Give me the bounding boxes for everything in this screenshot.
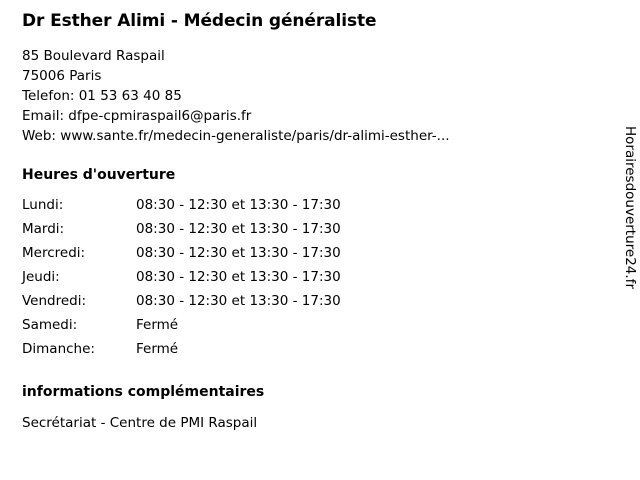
main-content: [22, 10, 592, 433]
address-street: 85 Boulevard Raspail: [22, 48, 165, 64]
table-row: [22, 220, 341, 244]
table-row: [22, 268, 341, 292]
vertical-brand-label: Horairesdouverture24.fr: [622, 126, 638, 289]
website-line: Web: www.sante.fr/medecin-generaliste/paris/dr-alimi-esther-...: [22, 128, 450, 144]
table-row: [22, 340, 341, 364]
day-hours: 08:30 - 12:30 et 13:30 - 17:30: [136, 221, 341, 237]
address-city: 75006 Paris: [22, 68, 102, 84]
additional-info-heading: informations complémentaires: [22, 384, 265, 400]
address-block: [22, 46, 592, 146]
day-label: Vendredi:: [22, 293, 87, 309]
day-hours: 08:30 - 12:30 et 13:30 - 17:30: [136, 269, 341, 285]
day-hours: 08:30 - 12:30 et 13:30 - 17:30: [136, 245, 341, 261]
day-hours: Fermé: [136, 317, 179, 333]
day-label: Jeudi:: [22, 269, 60, 285]
table-row: [22, 292, 341, 316]
opening-hours-table: [22, 196, 341, 364]
table-row: [22, 316, 341, 340]
day-hours: 08:30 - 12:30 et 13:30 - 17:30: [136, 197, 341, 213]
day-label: Samedi:: [22, 317, 78, 333]
day-hours: 08:30 - 12:30 et 13:30 - 17:30: [136, 293, 341, 309]
email-line: Email: dfpe-cpmiraspail6@paris.fr: [22, 108, 252, 124]
day-label: Lundi:: [22, 197, 64, 213]
day-label: Mercredi:: [22, 245, 86, 261]
phone-line: Telefon: 01 53 63 40 85: [22, 88, 182, 104]
opening-hours-heading: Heures d'ouverture: [22, 167, 176, 183]
day-hours: Fermé: [136, 341, 179, 357]
table-row: [22, 196, 341, 220]
additional-info-text: Secrétariat - Centre de PMI Raspail: [22, 415, 258, 431]
page-title: Dr Esther Alimi - Médecin généraliste: [22, 11, 377, 31]
day-label: Mardi:: [22, 221, 65, 237]
day-label: Dimanche:: [22, 341, 95, 357]
table-row: [22, 244, 341, 268]
